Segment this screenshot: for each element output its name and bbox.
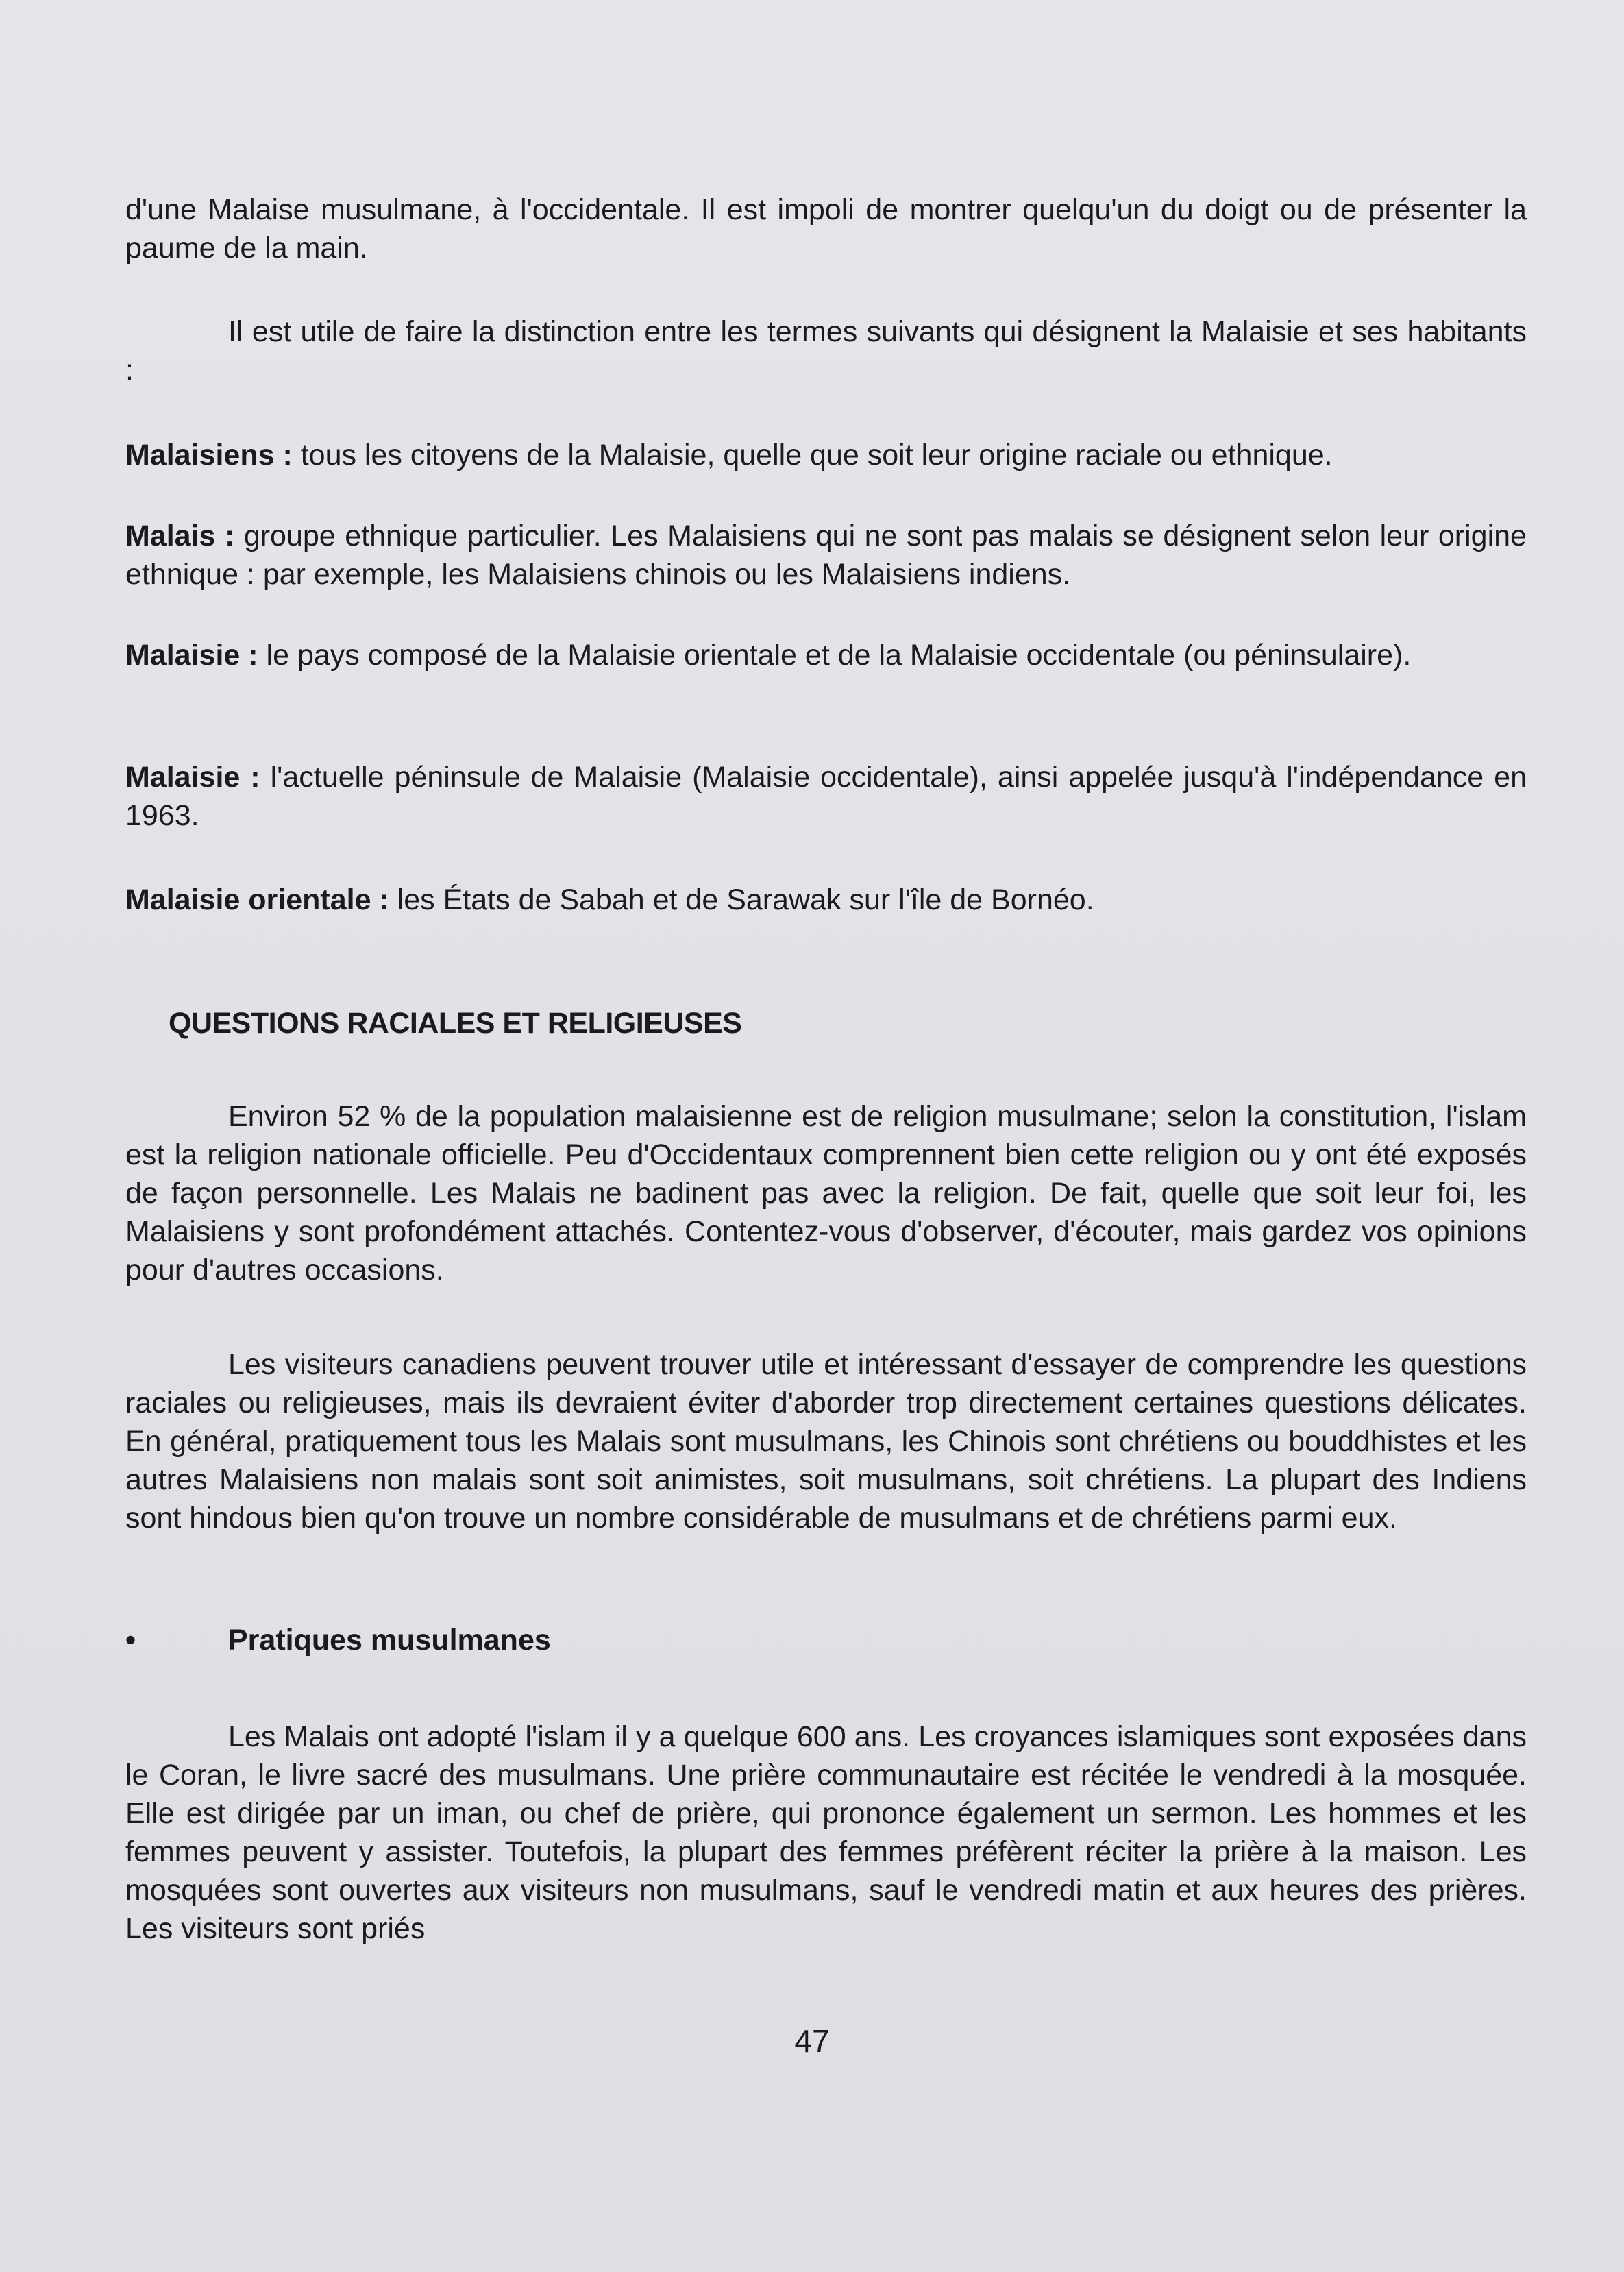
definition-text: tous les citoyens de la Malaisie, quelle que soit leur origine raciale ou ethnique.: [292, 439, 1333, 472]
section-heading: QUESTIONS RACIALES ET RELIGIEUSES: [169, 1007, 742, 1040]
definition-malaisie-orientale: [125, 881, 1527, 919]
definition-term: Malaisie :: [125, 639, 258, 672]
paragraph-muslim-practices: Les Malais ont adopté l'islam il y a quelque 600 ans. Les croyances islamiques sont exposées dans le Coran, le livre sacré des musulmans. Une prière communautaire est récitée le vendredi à la mosquée. Elle est dirigée par un iman, ou chef de prière, qui prononce également un sermon. Les hommes et les femmes peuvent y assister. Toutefois, la plupart des femmes préfèrent réciter la prière à la maison. Les mosquées sont ouvertes aux visiteurs non musulmans, sauf le vendredi matin et aux heures des prières. Les visiteurs sont priés: [125, 1720, 1527, 1945]
definition-term: Malais :: [125, 520, 235, 552]
definition-term: Malaisie orientale :: [125, 883, 389, 916]
definition-malaisie-country: [125, 636, 1527, 674]
paragraph-intro-continued: d'une Malaise musulmane, à l'occidentale. Il est impoli de montrer quelqu'un du doigt ou de présenter la paume de la main.: [125, 193, 1527, 265]
paragraph-religion: Environ 52 % de la population malaisienne est de religion musulmane; selon la constitution, l'islam est la religion nationale officielle. Peu d'Occidentaux comprennent bien cette religion ou y ont été exposés de façon personnelle. Les Malais ne badinent pas avec la religion. De fait, quelle que soit leur foi, les Malaisiens y sont profondément attachés. Contentez-vous d'observer, d'écouter, mais gardez vos opinions pour d'autres occasions.: [125, 1100, 1527, 1286]
definition-malais: [125, 517, 1527, 594]
definition-text: les États de Sabah et de Sarawak sur l'île de Bornéo.: [389, 883, 1094, 916]
page-number: 47: [794, 2023, 830, 2059]
definition-malaisie-peninsula: [125, 758, 1527, 835]
definition-text: le pays composé de la Malaisie orientale et de la Malaisie occidentale (ou péninsulaire).: [258, 639, 1412, 672]
paragraph-racial-questions: Les visiteurs canadiens peuvent trouver utile et intéressant d'essayer de comprendre les questions raciales ou religieuses, mais ils devraient éviter d'aborder trop directement certaines questions délicates. En général, pratiquement tous les Malais sont musulmans, les Chinois sont chrétiens ou bouddhistes et les autres Malaisiens non malais sont soit animistes, soit musulmans, soit chrétiens. La plupart des Indiens sont hindous bien qu'on trouve un nombre considérable de musulmans et de chrétiens parmi eux.: [125, 1348, 1527, 1535]
definition-malaisiens: [125, 436, 1527, 474]
bullet-heading-row: [125, 1621, 551, 1659]
definition-text: l'actuelle péninsule de Malaisie (Malaisie occidentale), ainsi appelée jusqu'à l'indépendance en 1963.: [125, 761, 1527, 832]
definition-term: Malaisiens :: [125, 439, 293, 472]
paragraph-distinction: Il est utile de faire la distinction entre les termes suivants qui désignent la Malaisie et ses habitants :: [125, 315, 1527, 387]
bullet-icon: •: [125, 1624, 136, 1657]
bullet-heading: Pratiques musulmanes: [228, 1624, 551, 1657]
definition-term: Malaisie :: [125, 761, 260, 794]
definition-text: groupe ethnique particulier. Les Malaisiens qui ne sont pas malais se désignent selon leur origine ethnique : par exemple, les Malaisiens chinois ou les Malaisiens indiens.: [125, 520, 1527, 591]
